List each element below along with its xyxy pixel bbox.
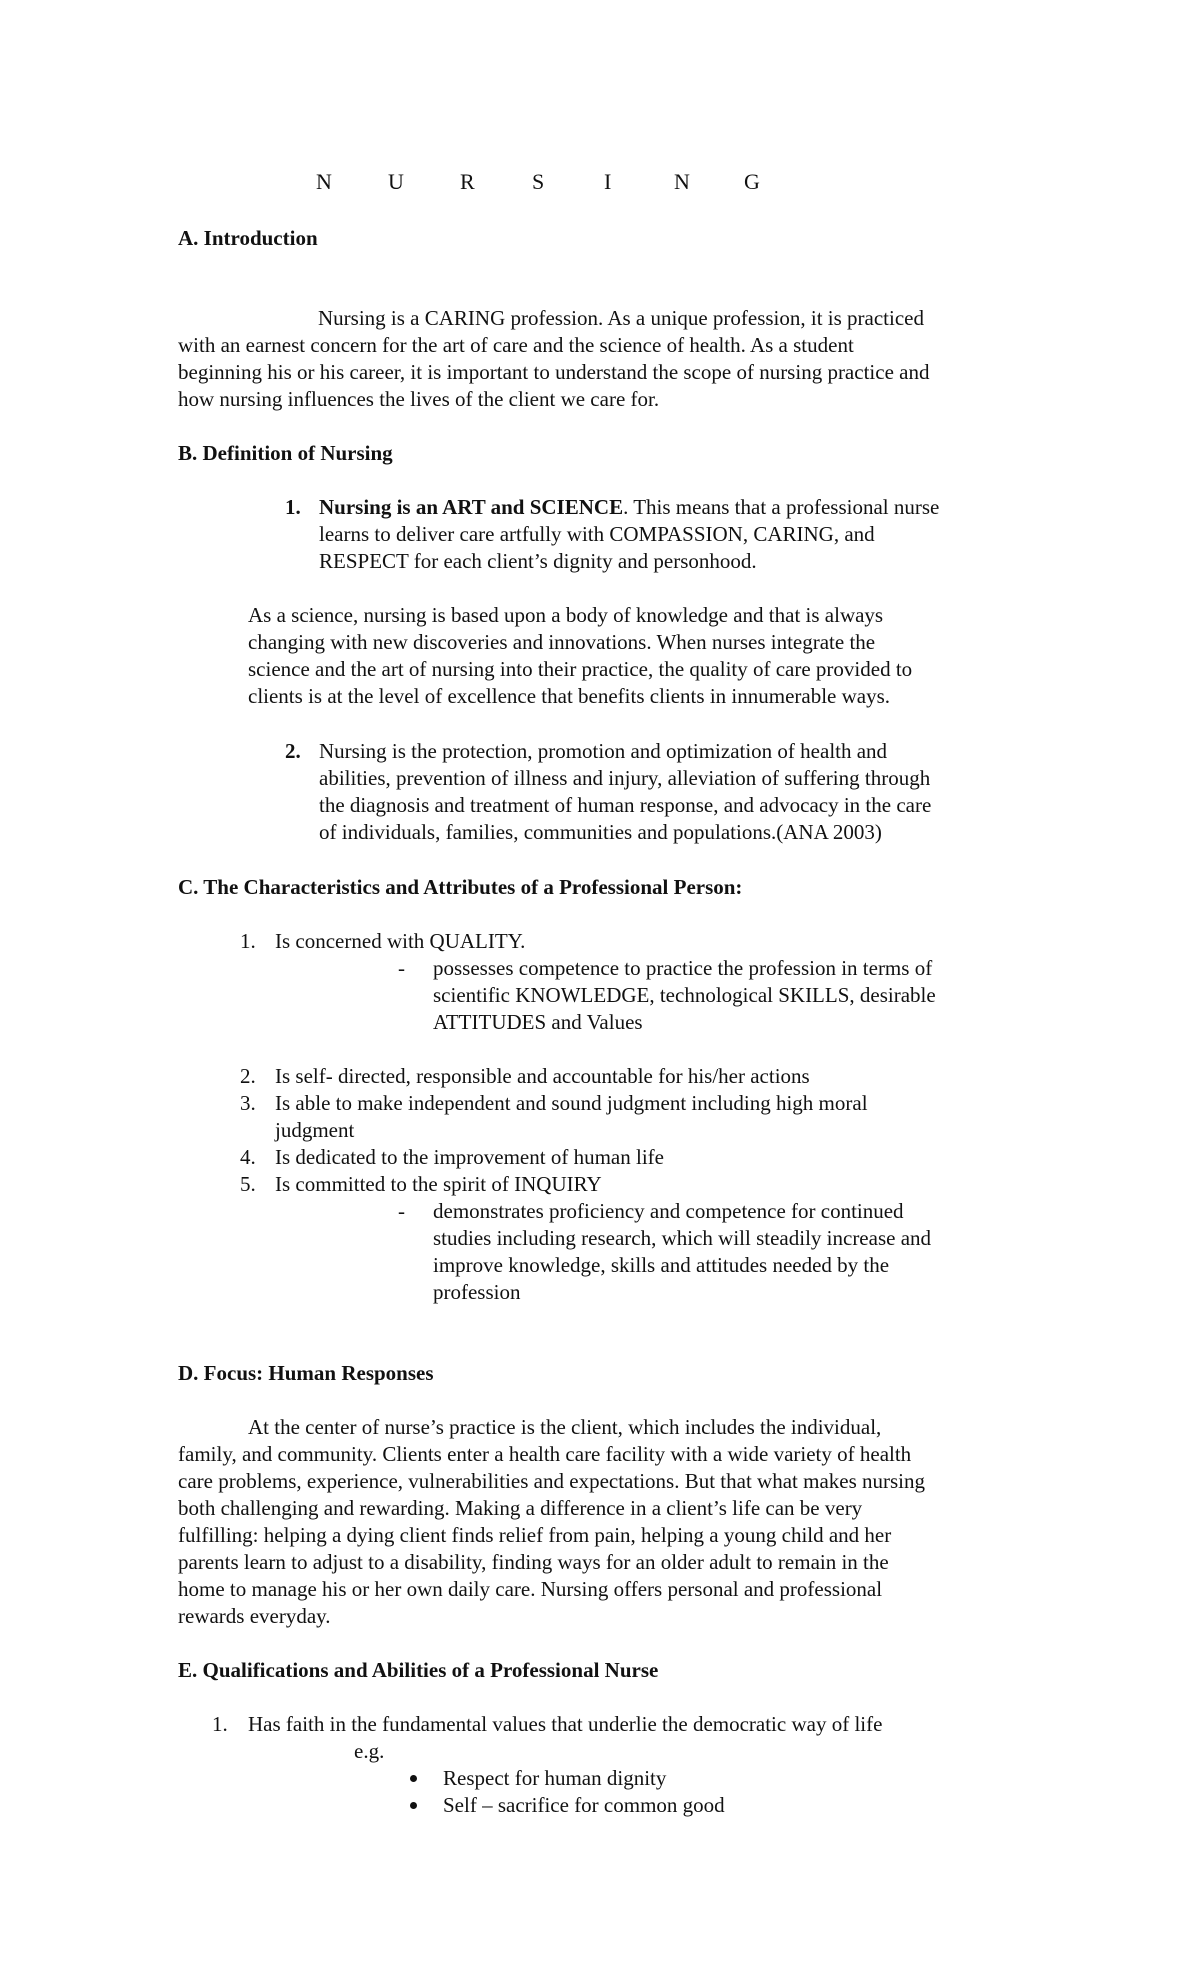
paragraph-line: Nursing is a CARING profession. As a unique profession, it is practiced (318, 306, 924, 330)
list-number: 3. (240, 1091, 256, 1115)
paragraph-line: As a science, nursing is based upon a body of knowledge and that is always (248, 603, 884, 627)
list-item-line: Nursing is the protection, promotion and optimization of health and (319, 739, 888, 763)
paragraph-line: both challenging and rewarding. Making a difference in a client’s life can be very (178, 1496, 863, 1520)
paragraph-line: clients is at the level of excellence that benefits clients in innumerable ways. (248, 684, 891, 708)
list-number: 2. (285, 739, 301, 763)
paragraph-line: with an earnest concern for the art of care and the science of health. As a student (178, 333, 854, 357)
sub-item-text (433, 1198, 931, 1306)
list-number: 1. (212, 1712, 228, 1736)
bullet-item-text: Respect for human dignity (443, 1766, 667, 1790)
title-letter: S (532, 169, 545, 194)
bullet-icon (410, 1775, 417, 1782)
paragraph-line: family, and community. Clients enter a health care facility with a wide variety of health (178, 1442, 912, 1466)
list-number: 1. (285, 495, 301, 519)
example-label: e.g. (354, 1739, 385, 1763)
paragraph-line: changing with new discoveries and innovations. When nurses integrate the (248, 630, 876, 654)
section-d-paragraph (178, 1414, 925, 1630)
section-a-paragraph (178, 305, 929, 413)
list-item-line: RESPECT for each client’s dignity and personhood. (319, 549, 757, 573)
sub-item-line: ATTITUDES and Values (433, 1010, 643, 1034)
section-e-heading: E. Qualifications and Abilities of a Professional Nurse (178, 1658, 659, 1682)
title-letter: R (460, 169, 475, 194)
list-item-text (319, 494, 939, 575)
section-c-heading: C. The Characteristics and Attributes of a Professional Person: (178, 875, 743, 899)
list-item-text: Has faith in the fundamental values that underlie the democratic way of life (248, 1712, 883, 1736)
science-paragraph (248, 602, 912, 710)
list-item-line (319, 494, 939, 521)
list-item-text-rest: . This means that a professional nurse (623, 495, 940, 519)
bullet-icon (410, 1802, 417, 1809)
title-letter: U (388, 169, 404, 194)
list-item-text: Is self- directed, responsible and accountable for his/her actions (275, 1064, 810, 1088)
emphasis-text: Nursing is an ART and SCIENCE (319, 495, 624, 519)
paragraph-line: care problems, experience, vulnerabilities and expectations. But that what makes nursing (178, 1469, 926, 1493)
list-item-line: abilities, prevention of illness and injury, alleviation of suffering through (319, 766, 931, 790)
list-number: 5. (240, 1172, 256, 1196)
section-a-heading: A. Introduction (178, 226, 318, 250)
sub-item-line: profession (433, 1280, 521, 1304)
title-letter: N (674, 169, 690, 194)
paragraph-line: At the center of nurse’s practice is the client, which includes the individual, (248, 1415, 882, 1439)
list-item-line: of individuals, families, communities and populations.(ANA 2003) (319, 820, 882, 844)
list-item-line: Is able to make independent and sound judgment including high moral (275, 1091, 868, 1115)
list-item-text (319, 738, 931, 846)
paragraph-line: beginning his or his career, it is important to understand the scope of nursing practice and (178, 360, 930, 384)
paragraph-line: fulfilling: helping a dying client finds relief from pain, helping a young child and her (178, 1523, 892, 1547)
paragraph-line: home to manage his or her own daily care. Nursing offers personal and professional (178, 1577, 883, 1601)
section-b-heading: B. Definition of Nursing (178, 441, 393, 465)
list-item-line: learns to deliver care artfully with COMPASSION, CARING, and (319, 522, 875, 546)
list-item-text: Is dedicated to the improvement of human life (275, 1145, 664, 1169)
list-number: 4. (240, 1145, 256, 1169)
list-item-text: Is committed to the spirit of INQUIRY (275, 1172, 602, 1196)
bullet-item-text: Self – sacrifice for common good (443, 1793, 725, 1817)
paragraph-line: rewards everyday. (178, 1604, 331, 1628)
paragraph-line: science and the art of nursing into their practice, the quality of care provided to (248, 657, 913, 681)
section-d-heading: D. Focus: Human Responses (178, 1361, 434, 1385)
list-item-text: Is concerned with QUALITY. (275, 929, 526, 953)
paragraph-line: how nursing influences the lives of the client we care for. (178, 387, 660, 411)
title-letter: G (744, 169, 760, 194)
list-item-line: the diagnosis and treatment of human response, and advocacy in the care (319, 793, 932, 817)
list-item-text (275, 1090, 868, 1144)
title-letter: N (316, 169, 332, 194)
dash-marker: - (398, 1199, 405, 1223)
list-number: 2. (240, 1064, 256, 1088)
sub-item-text (433, 955, 936, 1036)
sub-item-line: possesses competence to practice the profession in terms of (433, 956, 933, 980)
paragraph-line: parents learn to adjust to a disability, finding ways for an older adult to remain in the (178, 1550, 889, 1574)
sub-item-line: studies including research, which will steadily increase and (433, 1226, 932, 1250)
list-number: 1. (240, 929, 256, 953)
sub-item-line: demonstrates proficiency and competence for continued (433, 1199, 904, 1223)
title-letter: I (604, 169, 612, 194)
sub-item-line: improve knowledge, skills and attitudes needed by the (433, 1253, 890, 1277)
list-item-line: judgment (275, 1118, 355, 1142)
sub-item-line: scientific KNOWLEDGE, technological SKILLS, desirable (433, 983, 936, 1007)
dash-marker: - (398, 956, 405, 980)
